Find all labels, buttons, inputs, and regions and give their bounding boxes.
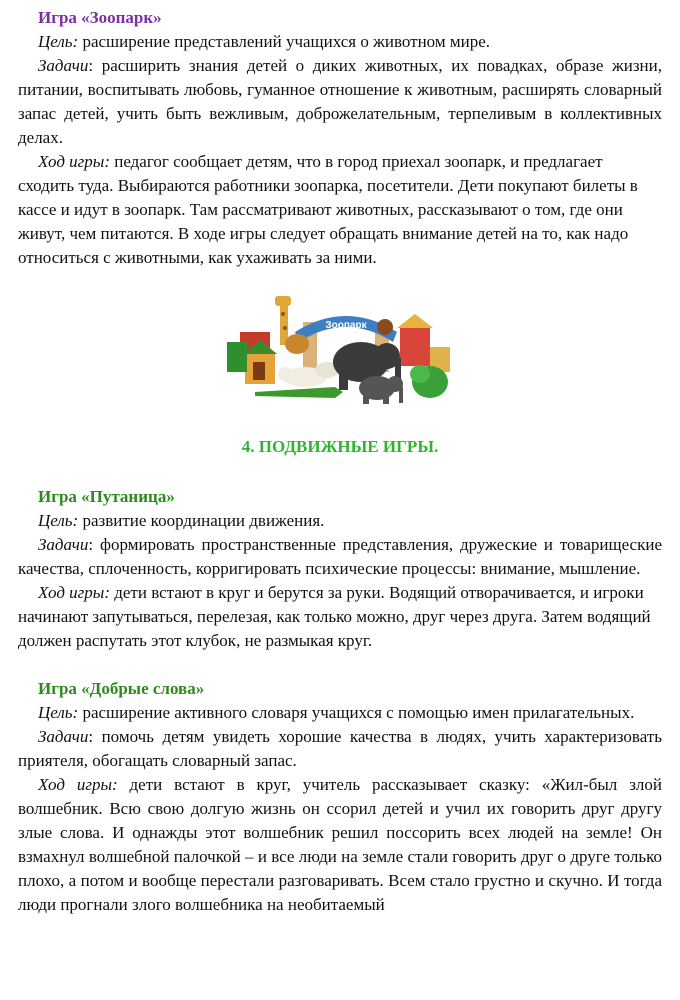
game-kind-words-tasks xyxy=(18,725,662,773)
course-label: Ход игры: xyxy=(38,152,110,171)
goal-label: Цель: xyxy=(38,32,79,51)
game-kind-words-title: Игра «Добрые слова» xyxy=(38,679,205,698)
goal-text: развитие координации движения. xyxy=(78,511,325,530)
course-label: Ход игры: xyxy=(38,775,118,794)
green-tree-left xyxy=(227,342,247,372)
course-text: дети встают в круг и берутся за руки. Водящий отворачивается, и игроки начинают запутываться, перелезая, как только можно, друг через друга. Затем водящий должен распутать этот клубок, не размыкая круг. xyxy=(18,583,651,650)
giraffe-head xyxy=(275,296,291,306)
giraffe-neck xyxy=(280,300,288,345)
game-zoo-tasks xyxy=(18,54,662,150)
tasks-text: : формировать пространственные представления, дружеские и товарищеские качества, сплоченность, корригировать психические процессы: внимание, мышление. xyxy=(18,535,662,578)
goal-text: расширение активного словаря учащихся с помощью имен прилагательных. xyxy=(78,703,635,722)
goal-label: Цель: xyxy=(38,703,79,722)
zoo-sign-text: Зоопарк xyxy=(325,320,367,331)
tasks-label: Задачи xyxy=(38,727,89,746)
course-text: дети встают в круг, учитель рассказывает сказку: «Жил-был злой волшебник. Всю свою долгую жизнь он ссорил детей и учил их говорить друг другу злые слова. И однажды этот волшебник решил поссорить всех людей на земле! Он взмахнул волшебной палочкой – и все люди на земле стали говорить друг о друге только плохо, а потом и вообще перестали разговаривать. Всем стало грустно и скучно. И тогда люди прогнали злого волшебника на необитаемый xyxy=(18,775,662,914)
red-house xyxy=(400,326,430,366)
game-confusion-tasks xyxy=(18,533,662,581)
tasks-text: : помочь детям увидеть хорошие качества в людях, учить характеризовать приятеля, обогащать словарный запас. xyxy=(18,727,662,770)
document-page xyxy=(18,6,662,917)
course-label: Ход игры: xyxy=(38,583,110,602)
monkey xyxy=(377,319,393,335)
goal-label: Цель: xyxy=(38,511,79,530)
game-confusion-title: Игра «Путаница» xyxy=(38,487,175,506)
section-title: 4. ПОДВИЖНЫЕ ИГРЫ. xyxy=(241,437,439,456)
zoo-toys-image xyxy=(225,292,455,417)
game-zoo-course xyxy=(18,150,662,270)
tasks-label: Задачи xyxy=(38,56,89,75)
game-kind-words-goal xyxy=(18,701,662,725)
lion xyxy=(285,334,309,354)
game-zoo-goal xyxy=(18,30,662,54)
tasks-label: Задачи xyxy=(38,535,89,554)
goal-text: расширение представлений учащихся о животном мире. xyxy=(78,32,491,51)
game-confusion-goal xyxy=(18,509,662,533)
game-confusion-course xyxy=(18,581,662,653)
course-text: педагог сообщает детям, что в город приехал зоопарк, и предлагает сходить туда. Выбираются работники зоопарка, посетители. Дети покупают билеты в кассе и идут в зоопарк. Там рассматривают животных, рассказывают о том, где они живут, чем питаются. В ходе игры следует обращать внимание детей на то, как надо относиться с животными, как ухаживать за ними. xyxy=(18,152,638,267)
game-kind-words-course xyxy=(18,773,662,917)
crocodile xyxy=(255,387,343,398)
game-zoo-title: Игра «Зоопарк» xyxy=(38,8,162,27)
tasks-text: : расширить знания детей о диких животных, их повадках, образе жизни, питании, воспитывать любовь, гуманное отношение к животным, расширять словарный запас детей, учить быть вежливым, доброжелательным, терпеливым в коллективных делах. xyxy=(18,56,662,147)
zoo-toy-illustration xyxy=(18,292,662,417)
